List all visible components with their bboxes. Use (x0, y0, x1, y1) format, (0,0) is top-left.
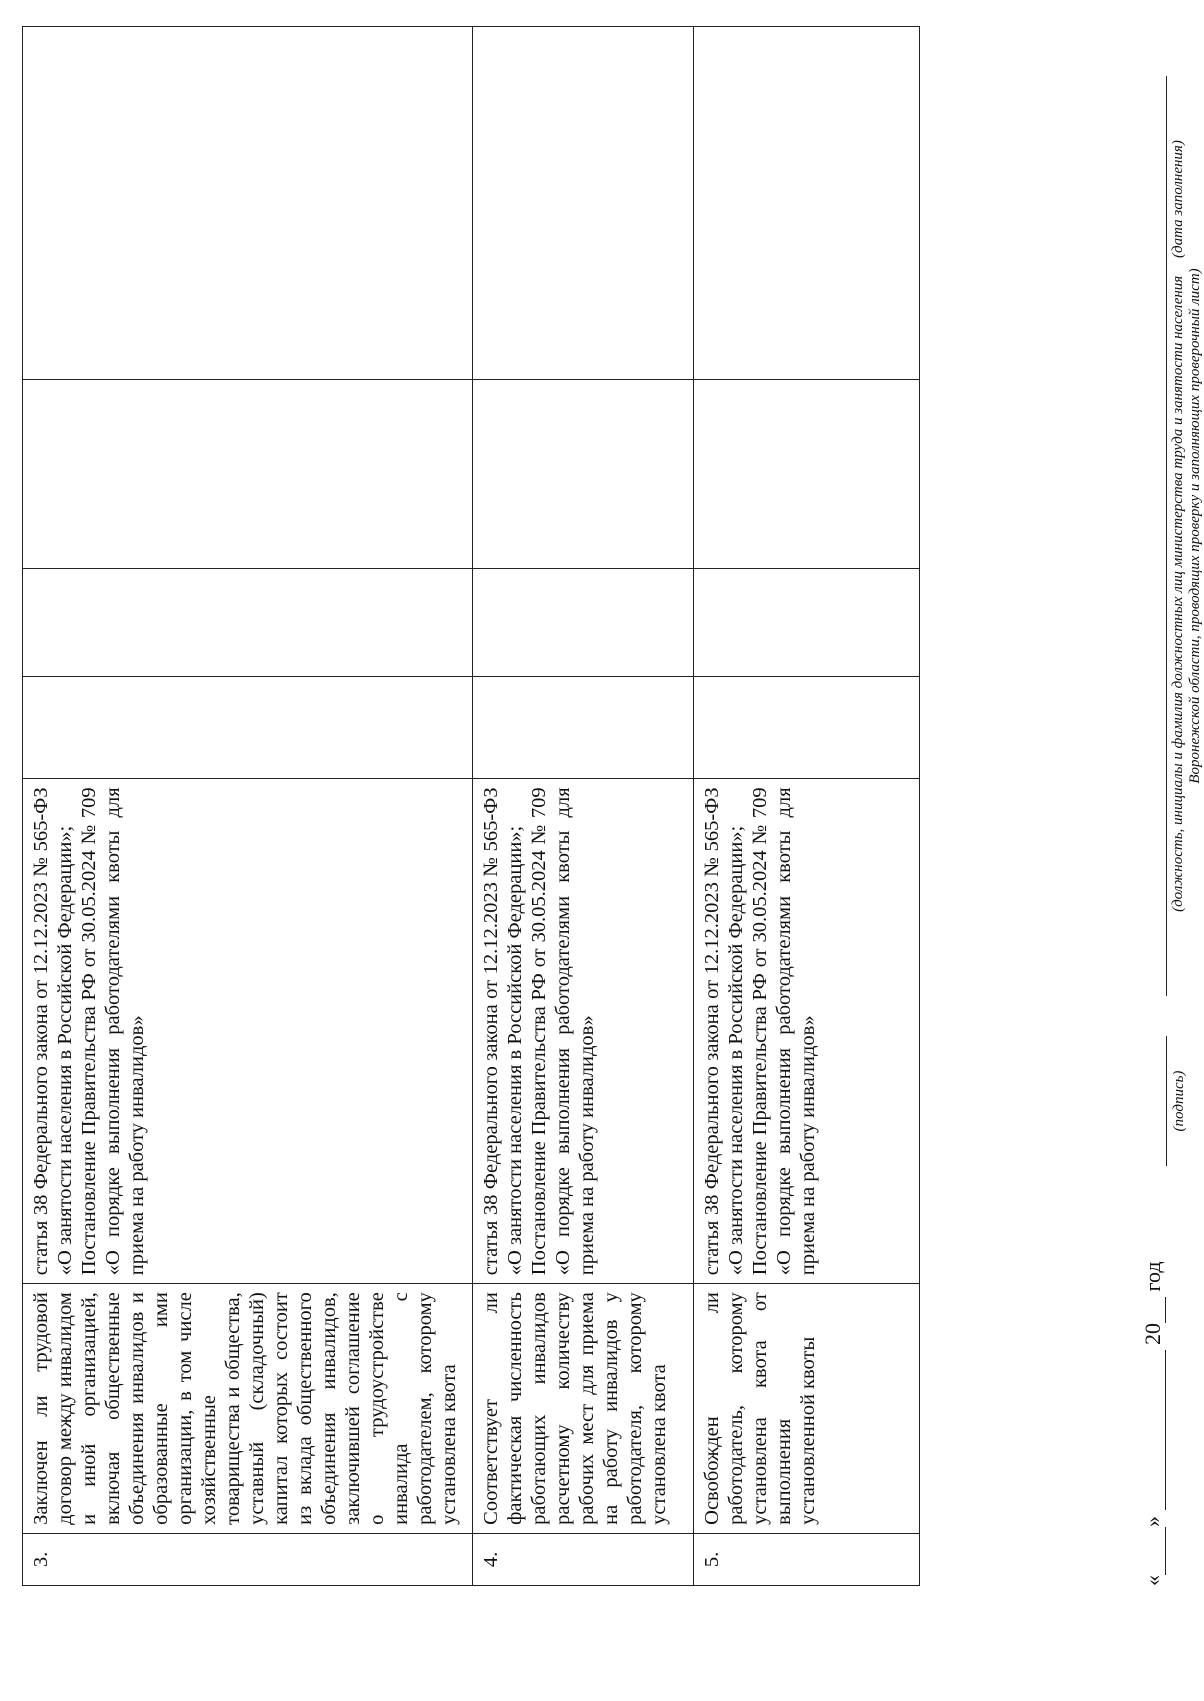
signature-line[interactable] (1166, 1036, 1167, 1166)
year-suffix: год (1140, 1261, 1165, 1292)
answer-yes-cell[interactable] (694, 677, 920, 779)
comment-cell[interactable] (694, 27, 920, 380)
legal-reference-line: статья 38 Федерального закона от 12.12.2023 № 565-ФЗ «О занятости населения в Российской Федерации»; (30, 787, 76, 1276)
quote-open: « (1140, 1575, 1165, 1586)
legal-reference (23, 779, 473, 1284)
fill-date-field[interactable] (1140, 1261, 1166, 1586)
answer-no-cell[interactable] (473, 568, 694, 677)
answer-no-cell[interactable] (23, 568, 473, 677)
legal-reference-line: статья 38 Федерального закона от 12.12.2023 № 565-ФЗ «О занятости населения в Российской Федерации»; (480, 787, 526, 1276)
quote-close: » (1140, 1516, 1165, 1527)
date-caption: (дата заполнения) (1170, 140, 1186, 258)
comment-cell[interactable] (473, 27, 694, 380)
responsible-caption-line1: (должность, инициалы и фамилия должностных лиц министерства труда и занятости населения (1170, 275, 1186, 912)
question-text: Заключен ли трудовой договор между инвалидом и иной организацией, включая общественные объединения инвалидов и образованные ими организации, в том числе хозяйственные товарищества и общества, уставный (складочный) капитал которых состоит из вклада общественного объединения инвалидов, заключившей соглашение о трудоустройстве инвалида с работодателем, которому установлена квота (23, 1284, 473, 1534)
responsible-caption-line2: Воронежской области, проводящих проверку и заполняющих проверочный лист) (1187, 268, 1203, 784)
signature-caption: (подпись) (1171, 1070, 1187, 1132)
not-applicable-cell[interactable] (694, 379, 920, 568)
table-row (23, 27, 473, 1586)
legal-reference (694, 779, 920, 1284)
year-prefix: 20 (1140, 1323, 1165, 1345)
responsible-person-line[interactable] (1166, 76, 1167, 996)
comment-cell[interactable] (23, 27, 473, 380)
responsible-person-caption (1170, 66, 1204, 986)
row-number: 5. (694, 1533, 920, 1585)
legal-reference-line: Постановление Правительства РФ от 30.05.2024 № 709 «О порядке выполнения работодателями квоты для приема на работу инвалидов» (78, 787, 148, 1276)
legal-reference (473, 779, 694, 1284)
table-row (473, 27, 694, 1586)
row-number: 3. (23, 1533, 473, 1585)
signature-block (1140, 26, 1203, 1586)
not-applicable-cell[interactable] (473, 379, 694, 568)
table-row (694, 27, 920, 1586)
row-number: 4. (473, 1533, 694, 1585)
answer-yes-cell[interactable] (23, 677, 473, 779)
question-text: Освобожден ли работодатель, которому установлена квота от выполнения установленной квоты (694, 1284, 920, 1534)
legal-reference-line: Постановление Правительства РФ от 30.05.2024 № 709 «О порядке выполнения работодателями квоты для приема на работу инвалидов» (528, 787, 598, 1276)
answer-no-cell[interactable] (694, 568, 920, 677)
answer-yes-cell[interactable] (473, 677, 694, 779)
not-applicable-cell[interactable] (23, 379, 473, 568)
question-text: Соответствует ли фактическая численность работающих инвалидов расчетному количеству рабочих мест для приема на работу инвалидов у работодателя, которому установлена квота (473, 1284, 694, 1534)
legal-reference-line: Постановление Правительства РФ от 30.05.2024 № 709 «О порядке выполнения работодателями квоты для приема на работу инвалидов» (749, 787, 819, 1276)
legal-reference-line: статья 38 Федерального закона от 12.12.2023 № 565-ФЗ «О занятости населения в Российской Федерации»; (701, 787, 747, 1276)
checklist-table (22, 26, 920, 1586)
